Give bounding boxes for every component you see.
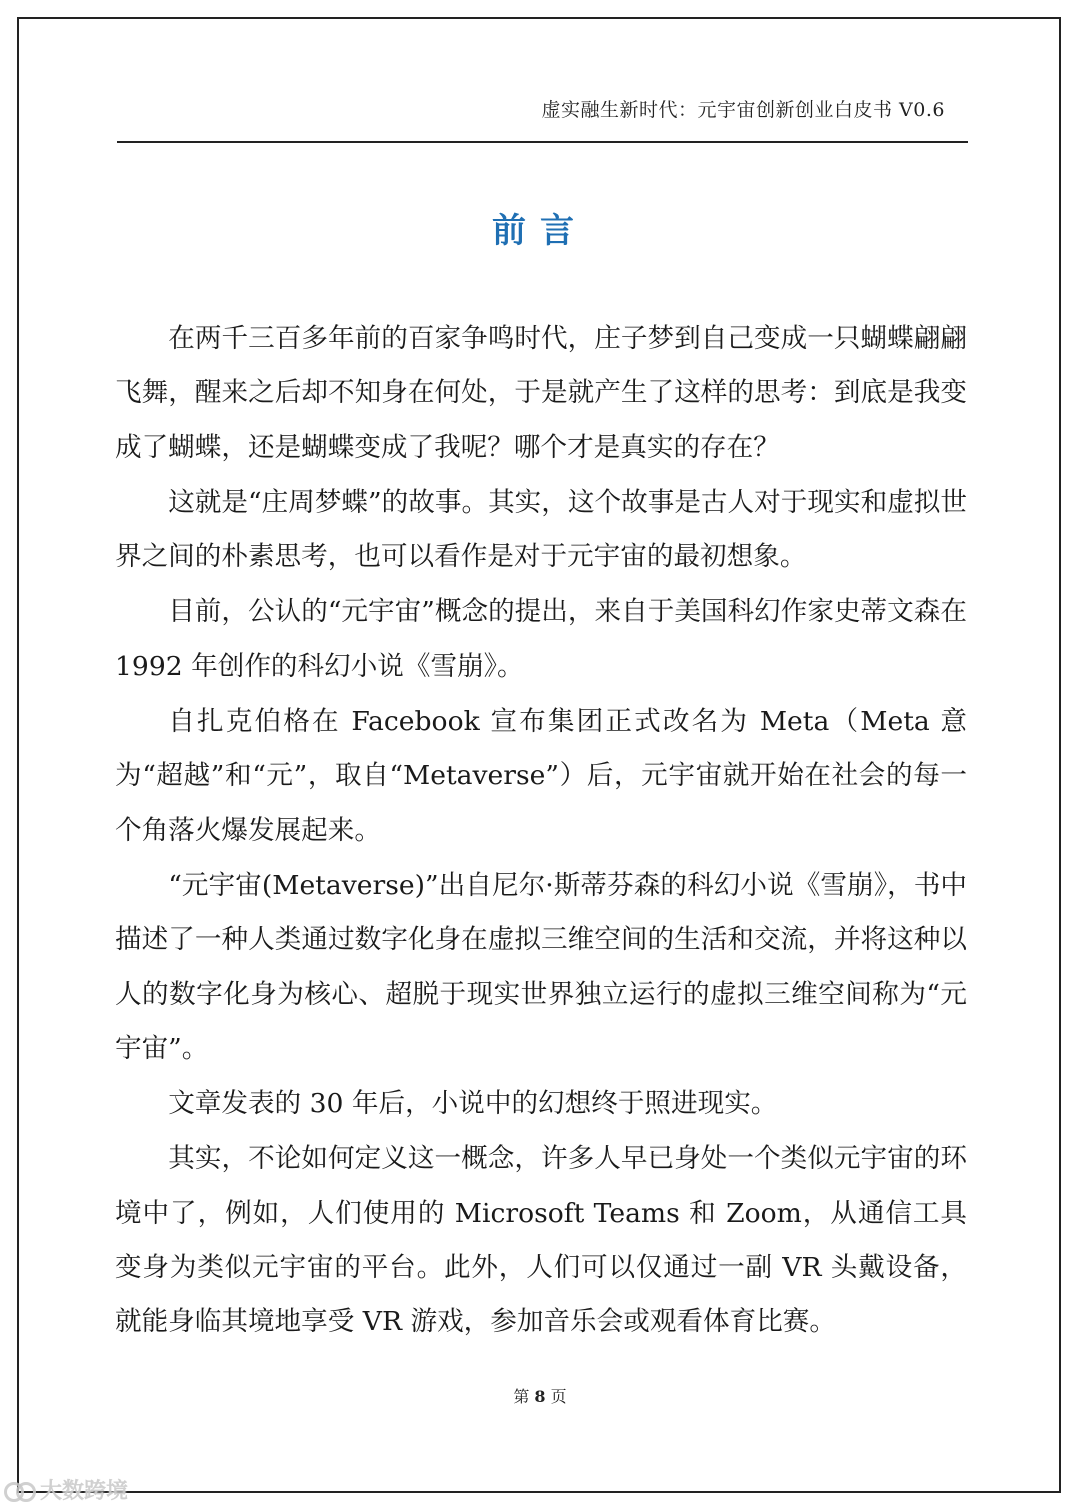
header-divider [117, 141, 968, 143]
paragraph: 自扎克伯格在 Facebook 宣布集团正式改名为 Meta（Meta 意为“超越”和“元”，取自“Metaverse”）后，元宇宙就开始在社会的每一个角落火爆发展起来。 [115, 706, 967, 846]
paragraph: “元宇宙(Metaverse)”出自尼尔·斯蒂芬森的科幻小说《雪崩》，书中描述了一种人类通过数字化身在虚拟三维空间的生活和交流，并将这种以人的数字化身为核心、超脱于现实世界独立运行的虚拟三维空间称为“元宇宙”。 [115, 869, 967, 1064]
page-number [0, 1384, 1080, 1407]
page-title: 前言 [492, 211, 588, 251]
double-circle-logo-icon [4, 1479, 34, 1501]
body-text [115, 312, 967, 1351]
page-number-prefix: 第 [513, 1387, 530, 1406]
page-number-value: 8 [534, 1387, 546, 1406]
paragraph: 在两千三百多年前的百家争鸣时代，庄子梦到自己变成一只蝴蝶翩翩飞舞，醒来之后却不知身在何处，于是就产生了这样的思考：到底是我变成了蝴蝶，还是蝴蝶变成了我呢？哪个才是真实的存在？ [115, 323, 967, 463]
watermark [4, 1474, 128, 1505]
running-header: 虚实融生新时代：元宇宙创新创业白皮书 V0.6 [541, 99, 945, 121]
paragraph: 目前，公认的“元宇宙”概念的提出，来自于美国科幻作家史蒂文森在 1992 年创作的科幻小说《雪崩》。 [115, 596, 967, 682]
watermark-text: 大数跨境 [40, 1479, 129, 1504]
page-number-suffix: 页 [550, 1387, 567, 1406]
paragraph: 其实，不论如何定义这一概念，许多人早已身处一个类似元宇宙的环境中了，例如，人们使用的 Microsoft Teams 和 Zoom，从通信工具变身为类似元宇宙的平台。此外，人们可以仅通过一副 VR 头戴设备，就能身临其境地享受 VR 游戏，参加音乐会或观看体育比赛。 [115, 1143, 967, 1338]
paragraph: 文章发表的 30 年后，小说中的幻想终于照进现实。 [168, 1088, 778, 1120]
paragraph: 这就是“庄周梦蝶”的故事。其实，这个故事是古人对于现实和虚拟世界之间的朴素思考，也可以看作是对于元宇宙的最初想象。 [115, 486, 967, 573]
